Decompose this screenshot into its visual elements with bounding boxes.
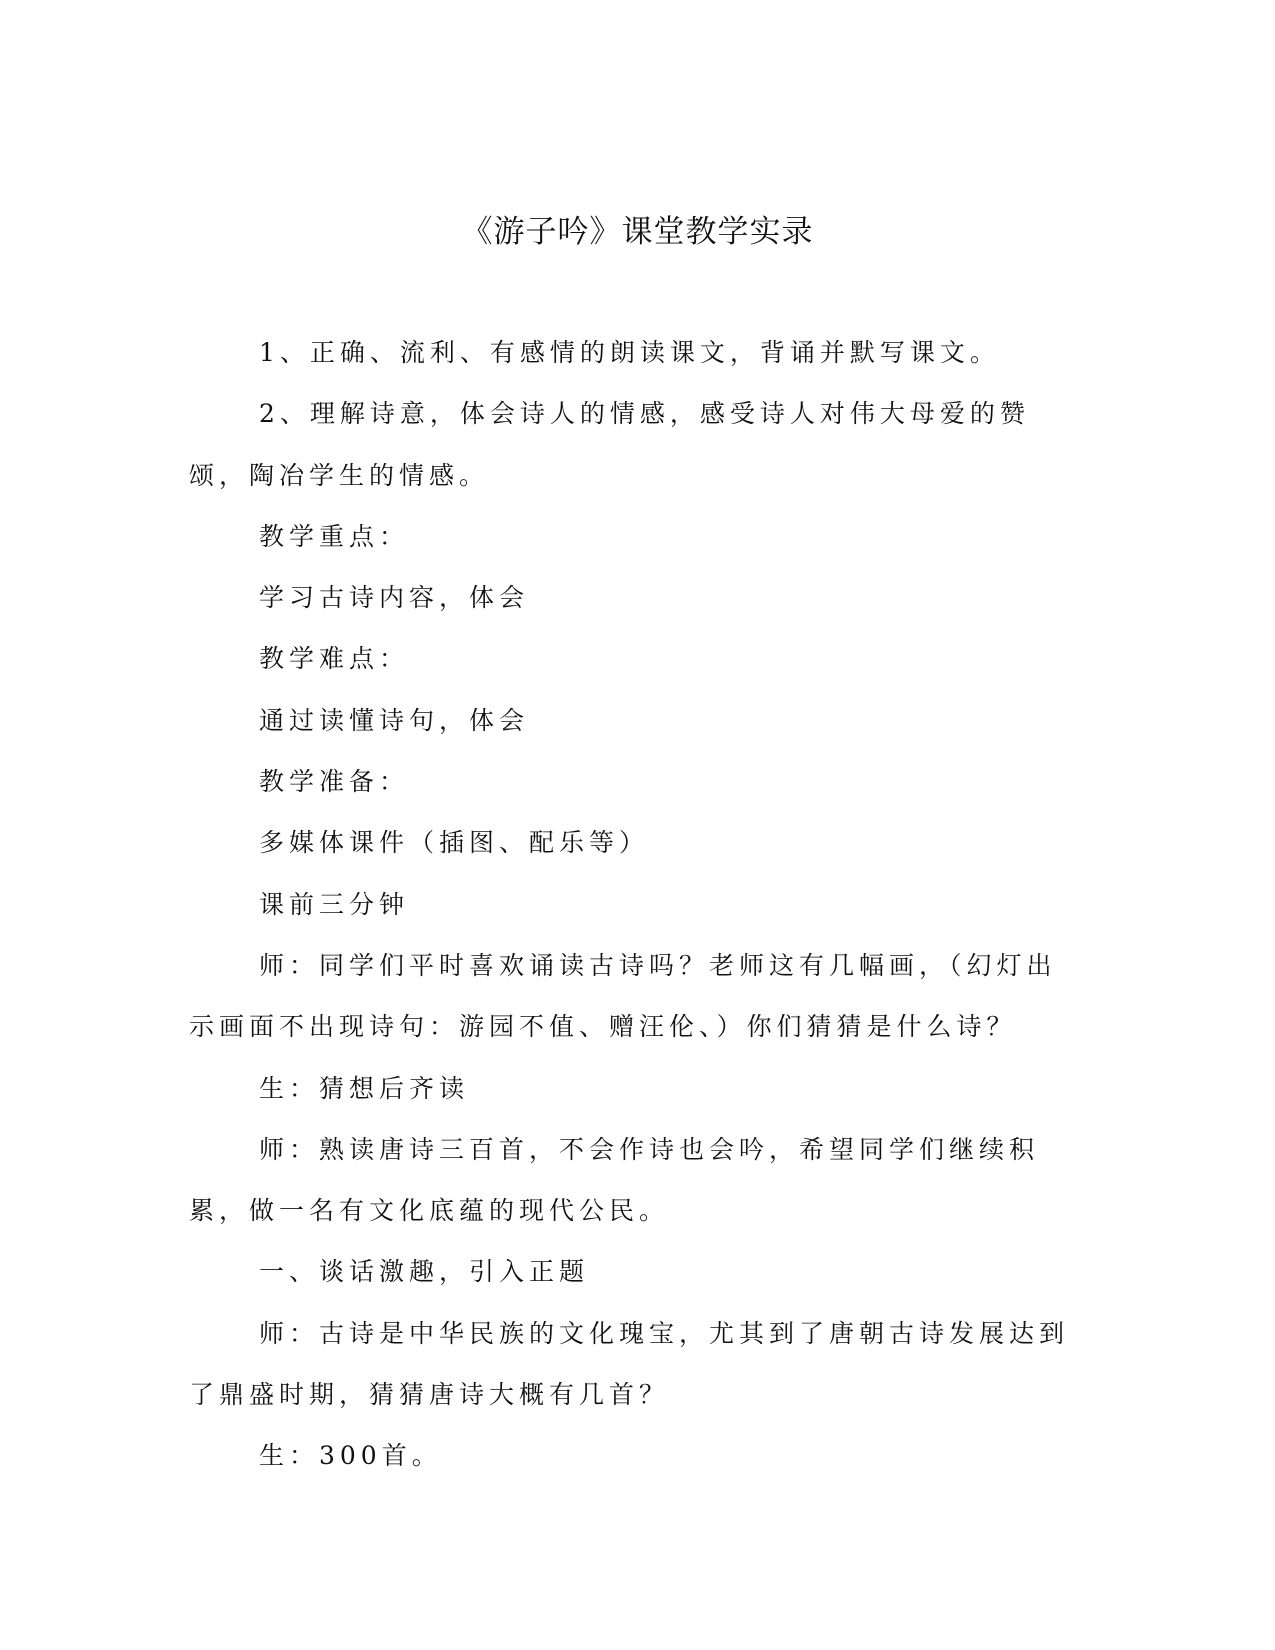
paragraph-objective-2: 2、理解诗意，体会诗人的情感，感受诗人对伟大母爱的赞颂，陶冶学生的情感。	[189, 399, 1030, 490]
document-body	[189, 322, 1085, 1487]
document-title: 《游子吟》课堂教学实录	[461, 214, 814, 250]
paragraph-teaching-preparation: 多媒体课件（插图、配乐等）	[259, 828, 650, 858]
paragraph-teacher-1: 师：同学们平时喜欢诵读古诗吗？老师这有几幅画，（幻灯出示画面不出现诗句：游园不值、赠汪伦、）你们猜猜是什么诗？	[189, 950, 1057, 1042]
paragraph-teacher-3: 师：古诗是中华民族的文化瑰宝，尤其到了唐朝古诗发展达到了鼎盛时期，猜猜唐诗大概有几首？	[189, 1318, 1070, 1410]
paragraph-student-2: 生：300首。	[259, 1441, 442, 1471]
paragraph-teaching-difficulty: 通过读懂诗句，体会	[259, 705, 530, 735]
heading-teaching-preparation: 教学准备：	[259, 767, 410, 797]
heading-section-1: 一、谈话激趣，引入正题	[259, 1257, 590, 1287]
paragraph-student-1: 生：猜想后齐读	[259, 1073, 470, 1103]
heading-teaching-difficulty: 教学难点：	[259, 644, 410, 674]
heading-pre-class: 课前三分钟	[259, 889, 410, 919]
paragraph-teacher-2: 师：熟读唐诗三百首，不会作诗也会吟，希望同学们继续积累，做一名有文化底蕴的现代公民。	[189, 1134, 1040, 1226]
paragraph-objective-1: 1、正确、流利、有感情的朗读课文，背诵并默写课文。	[259, 338, 1000, 367]
paragraph-teaching-focus: 学习古诗内容，体会	[259, 583, 530, 613]
heading-teaching-focus: 教学重点：	[259, 521, 410, 551]
